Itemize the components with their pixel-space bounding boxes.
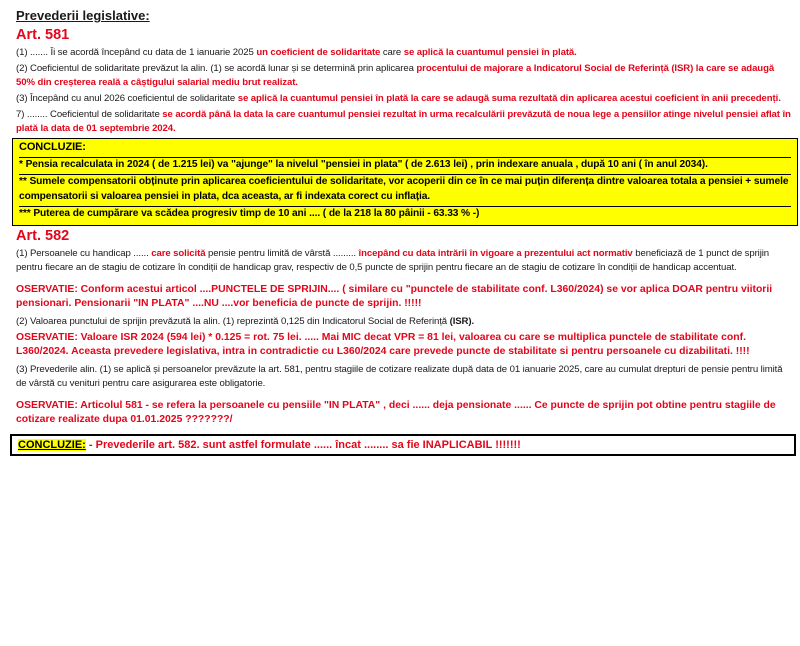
conclusion-item-2: ** Sumele compensatorii obținute prin aplicarea coeficientului de solidaritate, vor acoperii din ce în ce mai puțin diferența dintre valoarea totala a pensiei + sumele compensatorii si valoarea pensiei in plata, dca aceasta, ar fi indexata corect cu inflația. — [19, 174, 791, 204]
highlight: procentului de majorare a Indicatorul Social de Referință (ISR) la care se adaugă 50% din creșterea reală a câștigului salarial mediu brut realizat. — [16, 63, 775, 88]
art-581-paragraph-3 — [16, 92, 794, 106]
text: 7) ........ Coeficientul de solidaritate — [16, 109, 163, 120]
observation-3: OSERVATIE: Articolul 581 - se refera la persoanele cu pensiile "IN PLATA" , deci ...... deja pensionate ...... Ce puncte de sprijin pot obtine pentru stagiile de cotizare realizate dupa 01.01.2025 ???????/ — [16, 399, 776, 425]
highlight: un coeficient de solidaritate — [256, 47, 381, 58]
text: (3) Începând cu anul 2026 coeficientul de solidaritate — [16, 93, 238, 104]
text: (2) Coeficientul de solidaritate prevăzut la alin. (1) se acordă lunar și se determină prin aplicarea — [16, 63, 417, 74]
observation-2: OSERVATIE: Valoare ISR 2024 (594 lei) * 0.125 = rot. 75 lei. ..... Mai MIC decat VPR = 81 lei, valoarea cu care se multiplica punctele de stabilitate conf. L360/2024. Aceasta prevedere legislativa, intra in contradictie cu L360/2024 care prevede puncte de stabilitate si pentru persoanele cu dizabilitati. !!!! — [16, 331, 750, 357]
text: (1) ....... Îi se acordă începând cu data de 1 ianuarie 2025 — [16, 47, 257, 58]
art-581-paragraph-2 — [16, 62, 794, 90]
highlight: care solicită — [151, 247, 206, 259]
final-conclusion-label: CONCLUZIE: — [18, 438, 86, 451]
art-582-paragraph-1 — [16, 247, 794, 275]
page-title: Prevederii legislative: — [16, 8, 150, 23]
conclusion-box — [12, 138, 798, 226]
art-581-paragraph-1 — [16, 46, 794, 60]
conclusion-heading: CONCLUZIE: — [19, 141, 86, 153]
text: care — [380, 47, 404, 58]
highlight: (ISR). — [449, 315, 475, 327]
final-conclusion-text: - Prevederile art. 582. sunt astfel formulate ...... încat ........ sa fie INAPLICABIL !!!!!!! — [85, 438, 521, 451]
document-page — [10, 8, 794, 456]
observation-1: OSERVATIE: Conform acestui articol ....PUNCTELE DE SPRIJIN.... ( similare cu "punctele de stabilitate conf. L360/2024) se vor aplica DOAR pentru viitorii pensionari. Pensionarii "IN PLATA" ....NU ....vor beneficia de puncte de sprijin. !!!!! — [16, 283, 773, 309]
text: pensie pentru limită de vârstă ......... — [205, 247, 359, 259]
highlight: se aplică la cuantumul pensiei în plată. — [403, 47, 577, 58]
conclusion-item-1: * Pensia recalculata in 2024 ( de 1.215 lei) va "ajunge" la nivelul "pensiei in plata" ( de 2.613 lei) , prin indexare anuala , după 10 ani ( în anul 2034). — [19, 157, 791, 173]
highlight: se acordă până la data la care cuantumul pensiei rezultat în urma recalculării prevăzută de noua lege a pensiilor atinge nivelul pensiei aflat în plată la data de 01 septembrie 2024. — [16, 109, 791, 134]
art-582-paragraph-2 — [16, 315, 794, 329]
art-581-heading: Art. 581 — [16, 27, 70, 43]
art-582-paragraph-3: (3) Prevederile alin. (1) se aplică și persoanelor prevăzute la art. 581, pentru stagiile de cotizare realizate după data de 01 ianuarie 2025, care au cumulat drepturi de pensie pentru limită de vârstă cu venituri pentru care asigurarea este obligatorie. — [16, 363, 783, 389]
art-581-paragraph-7 — [16, 108, 794, 136]
text: (1) Persoanele cu handicap ...... — [16, 247, 152, 259]
conclusion-item-3: *** Puterea de cumpărare va scădea progresiv timp de 10 ani .... ( de la 218 la 80 pâinii - 63.33 % -) — [19, 206, 791, 222]
final-conclusion — [10, 434, 796, 456]
highlight: se aplică la cuantumul pensiei în plată la care se adaugă suma rezultată din aplicarea acestui coeficient în anii precedenți. — [237, 93, 781, 104]
art-582-heading: Art. 582 — [16, 227, 70, 244]
highlight: începând cu data intrării în vigoare a prezentului act normativ — [358, 247, 633, 259]
text: beneficiază de 1 punct de sprijin pentru fiecare an de stagiu de cotizare în condiții de handicap grav, respectiv de 0,5 puncte de sprijin pentru fiecare an de stagiu de cotizare în condiții de handicap accentuat. — [16, 247, 770, 273]
text: (2) Valoarea punctului de sprijin prevăzută la alin. (1) reprezintă 0,125 din Indicatorul Social de Referință — [16, 315, 450, 327]
